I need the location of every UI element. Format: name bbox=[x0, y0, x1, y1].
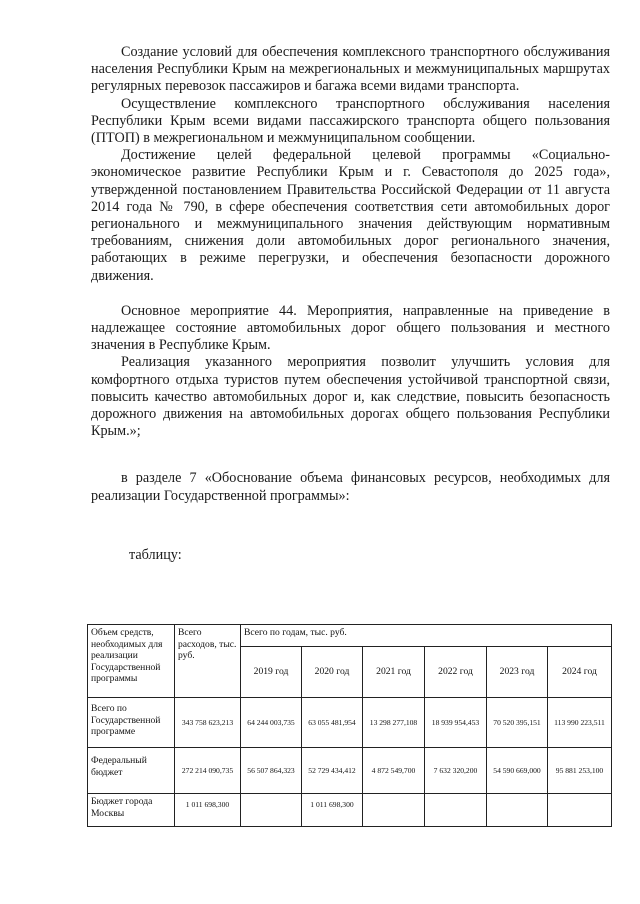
header-year-2019: 2019 год bbox=[241, 647, 302, 698]
cell-value: 54 590 669,000 bbox=[487, 748, 548, 794]
cell-value: 18 939 954,453 bbox=[425, 698, 487, 748]
row-label: Федеральный бюджет bbox=[88, 748, 175, 794]
header-year-2021: 2021 год bbox=[363, 647, 425, 698]
row-total: 343 758 623,213 bbox=[175, 698, 241, 748]
cell-value bbox=[425, 794, 487, 827]
cell-value: 70 520 395,151 bbox=[487, 698, 548, 748]
table-row bbox=[88, 748, 612, 794]
header-year-2023: 2023 год bbox=[487, 647, 548, 698]
paragraph-transport-service: Осуществление комплексного транспортного обслуживания населения Республики Крым всеми видами пассажирского транспорта общего пользования (ПТОП) в межрегиональном и межмуниципальном сообщении. bbox=[91, 95, 610, 147]
cell-value bbox=[487, 794, 548, 827]
cell-value: 1 011 698,300 bbox=[302, 794, 363, 827]
header-year-2024: 2024 год bbox=[548, 647, 612, 698]
cell-value: 113 990 223,511 bbox=[548, 698, 612, 748]
header-years-group: Всего по годам, тыс. руб. bbox=[241, 625, 612, 647]
cell-value: 95 881 253,100 bbox=[548, 748, 612, 794]
cell-value: 63 055 481,954 bbox=[302, 698, 363, 748]
paragraph-section-7: в разделе 7 «Обоснование объема финансовых ресурсов, необходимых для реализации Государственной программы»: bbox=[91, 470, 610, 504]
cell-value: 7 632 320,200 bbox=[425, 748, 487, 794]
table-row bbox=[88, 698, 612, 748]
cell-value bbox=[548, 794, 612, 827]
header-total-expenses: Всего расходов, тыс. руб. bbox=[175, 625, 241, 698]
row-total: 272 214 090,735 bbox=[175, 748, 241, 794]
row-label: Бюджет города Москвы bbox=[88, 794, 175, 827]
header-volume-of-funds: Объем средств, необходимых для реализации Государственной программы bbox=[88, 625, 175, 698]
cell-value: 56 507 864,323 bbox=[241, 748, 302, 794]
table-row bbox=[88, 794, 612, 827]
row-total: 1 011 698,300 bbox=[175, 794, 241, 827]
row-label: Всего по Государственной программе bbox=[88, 698, 175, 748]
paragraph-measure-result: Реализация указанного мероприятия позволит улучшить условия для комфортного отдыха туристов путем обеспечения устойчивой транспортной связи, повысить качество автомобильных дорог и, как следствие, повысить безопасность дорожного движения на автомобильных дорогах общего пользования Республики Крым.»; bbox=[91, 354, 610, 440]
cell-value: 52 729 434,412 bbox=[302, 748, 363, 794]
paragraph-transport-conditions: Создание условий для обеспечения комплексного транспортного обслуживания населения Республики Крым на межрегиональных и межмуниципальных маршрутах регулярных перевозок пассажиров и багажа всеми видами транспорта. bbox=[91, 44, 610, 95]
paragraph-main-measure-44: Основное мероприятие 44. Мероприятия, направленные на приведение в надлежащее состояние автомобильных дорог общего пользования и местного значения в Республике Крым. bbox=[91, 302, 610, 354]
table-header-row bbox=[88, 625, 612, 647]
paragraph-table-intro: таблицу: bbox=[129, 546, 182, 563]
cell-value bbox=[241, 794, 302, 827]
header-year-2020: 2020 год bbox=[302, 647, 363, 698]
cell-value: 4 872 549,700 bbox=[363, 748, 425, 794]
cell-value: 64 244 003,735 bbox=[241, 698, 302, 748]
cell-value bbox=[363, 794, 425, 827]
financing-table bbox=[87, 624, 612, 827]
paragraph-federal-program-goals: Достижение целей федеральной целевой программы «Социально-экономическое развитие Республики Крым и г. Севастополя до 2025 года», утвержденной постановлением Правительства Российской Федерации от 11 августа 2014 года № 790, в сфере обеспечения соответствия сети автомобильных дорог регионального и межмуниципального значения действующим нормативным требованиям, снижения доли автомобильных дорог регионального значения, работающих в режиме перегрузки, и обеспечения безопасности дорожного движения. bbox=[91, 147, 610, 284]
cell-value: 13 298 277,108 bbox=[363, 698, 425, 748]
document-body bbox=[91, 44, 610, 564]
header-year-2022: 2022 год bbox=[425, 647, 487, 698]
